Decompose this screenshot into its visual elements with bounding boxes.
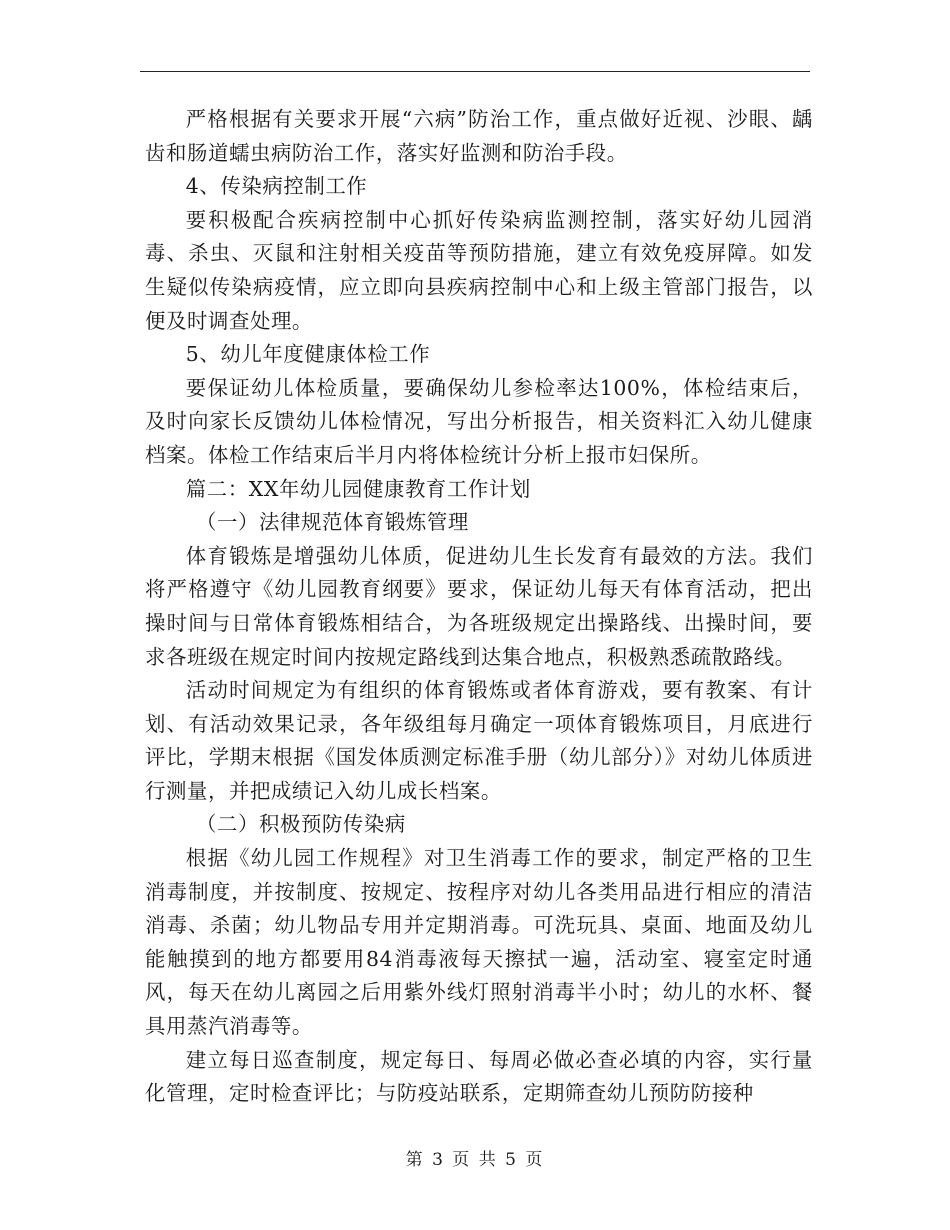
section-heading-infectious-control: 4、传染病控制工作 xyxy=(185,174,368,199)
paragraph-disinfection: 根据《幼儿园工作规程》对卫生消毒工作的要求，制定严格的卫生消毒制度，并按制度、按规定、按程序对幼儿各类用品进行相应的清洁消毒、杀菌；幼儿物品专用并定期消毒。可洗玩具、桌面、地面及幼儿能触摸到的地方都要用84消毒液每天擦拭一遍，活动室、寝室定时通风，每天在幼儿离园之后用紫外线灯照射消毒半小时；幼儿的水杯、餐具用蒸汽消毒等。 xyxy=(145,846,813,1039)
document-body xyxy=(145,103,813,1111)
section-heading-annual-checkup: 5、幼儿年度健康体检工作 xyxy=(185,342,431,367)
subheading-prevent-infection: （二）积极预防传染病 xyxy=(196,812,406,837)
paragraph-annual-checkup: 要保证幼儿体检质量，要确保幼儿参检率达100%，体检结束后，及时向家长反馈幼儿体检情况，写出分析报告，相关资料汇入幼儿健康档案。体检工作结束后半月内将体检统计分析上报市妇保所。 xyxy=(145,375,813,467)
subheading-physical-exercise: （一）法律规范体育锻炼管理 xyxy=(196,510,469,535)
header-rule xyxy=(140,71,810,72)
paragraph-daily-inspection: 建立每日巡查制度，规定每日、每周必做必查必填的内容，实行量化管理，定时检查评比；与防疫站联系，定期筛查幼儿预防防接种 xyxy=(145,1047,813,1106)
paragraph-physical-exercise: 体育锻炼是增强幼儿体质，促进幼儿生长发育有最效的方法。我们将严格遵守《幼儿园教育纲要》要求，保证幼儿每天有体育活动，把出操时间与日常体育锻炼相结合，为各班级规定出操路线、出操时间，要求各班级在规定时间内按规定路线到达集合地点，积极熟悉疏散路线。 xyxy=(145,543,813,669)
page-number-footer: 第 3 页 共 5 页 xyxy=(405,1150,545,1170)
paragraph-activity-time: 活动时间规定为有组织的体育锻炼或者体育游戏，要有教案、有计划、有活动效果记录，各年级组每月确定一项体育锻炼项目，月底进行评比，学期末根据《国发体质测定标准手册（幼儿部分）》对幼儿体质进行测量，并把成绩记入幼儿成长档案。 xyxy=(145,678,813,803)
paragraph-six-diseases: 严格根据有关要求开展“六病”防治工作，重点做好近视、沙眼、龋齿和肠道蠕虫病防治工作，落实好监测和防治手段。 xyxy=(145,107,813,165)
paragraph-infectious-control: 要积极配合疾病控制中心抓好传染病监测控制，落实好幼儿园消毒、杀虫、灭鼠和注射相关疫苗等预防措施，建立有效免疫屏障。如发生疑似传染病疫情，应立即向县疾病控制中心和上级主管部门报告，以便及时调查处理。 xyxy=(145,207,813,333)
chapter-heading-part-two: 篇二：XX年幼儿园健康教育工作计划 xyxy=(185,476,531,501)
